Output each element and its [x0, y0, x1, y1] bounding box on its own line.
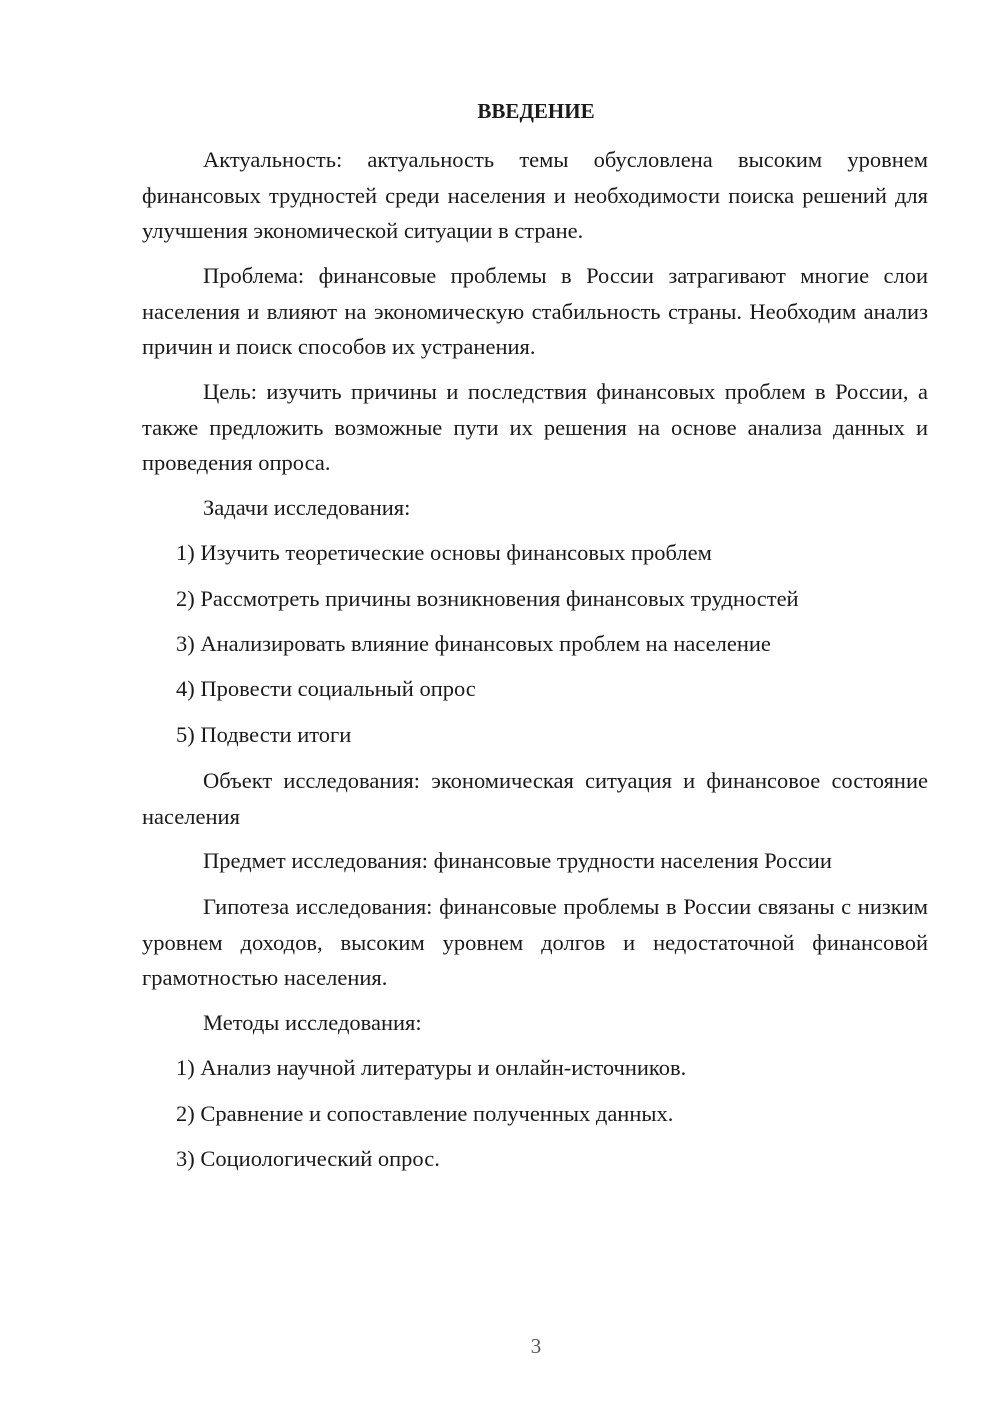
page-title: ВВЕДЕНИЕ	[477, 99, 595, 123]
method-item-2: 2) Сравнение и сопоставление полученных данных.	[176, 1101, 674, 1126]
task-item-4: 4) Провести социальный опрос	[176, 676, 476, 701]
tasks-label: Задачи исследования:	[203, 495, 411, 520]
methods-label: Методы исследования:	[203, 1010, 422, 1035]
task-item-2: 2) Рассмотреть причины возникновения финансовых трудностей	[176, 586, 799, 611]
relevance-paragraph: Актуальность: актуальность темы обусловлена высоким уровнем финансовых трудностей среди населения и необходимости поиска решений для улучшения экономической ситуации в стране.	[142, 147, 928, 243]
problem-paragraph: Проблема: финансовые проблемы в России затрагивают многие слои населения и влияют на экономическую стабильность страны. Необходим анализ причин и поиск способов их устранения.	[142, 263, 928, 359]
hypothesis-paragraph: Гипотеза исследования: финансовые проблемы в России связаны с низким уровнем доходов, высоким уровнем долгов и недостаточной финансовой грамотностью населения.	[142, 894, 928, 990]
method-item-3: 3) Социологический опрос.	[176, 1146, 440, 1171]
page-number: 3	[530, 1334, 542, 1358]
task-item-5: 5) Подвести итоги	[176, 722, 352, 747]
object-paragraph: Объект исследования: экономическая ситуация и финансовое состояние населения	[142, 768, 928, 829]
subject-paragraph: Предмет исследования: финансовые трудности населения России	[203, 848, 832, 873]
method-item-1: 1) Анализ научной литературы и онлайн-источников.	[176, 1055, 687, 1080]
task-item-3: 3) Анализировать влияние финансовых проблем на население	[176, 631, 771, 656]
task-item-1: 1) Изучить теоретические основы финансовых проблем	[176, 540, 712, 565]
goal-paragraph: Цель: изучить причины и последствия финансовых проблем в России, а также предложить возможные пути их решения на основе анализа данных и проведения опроса.	[142, 379, 928, 475]
